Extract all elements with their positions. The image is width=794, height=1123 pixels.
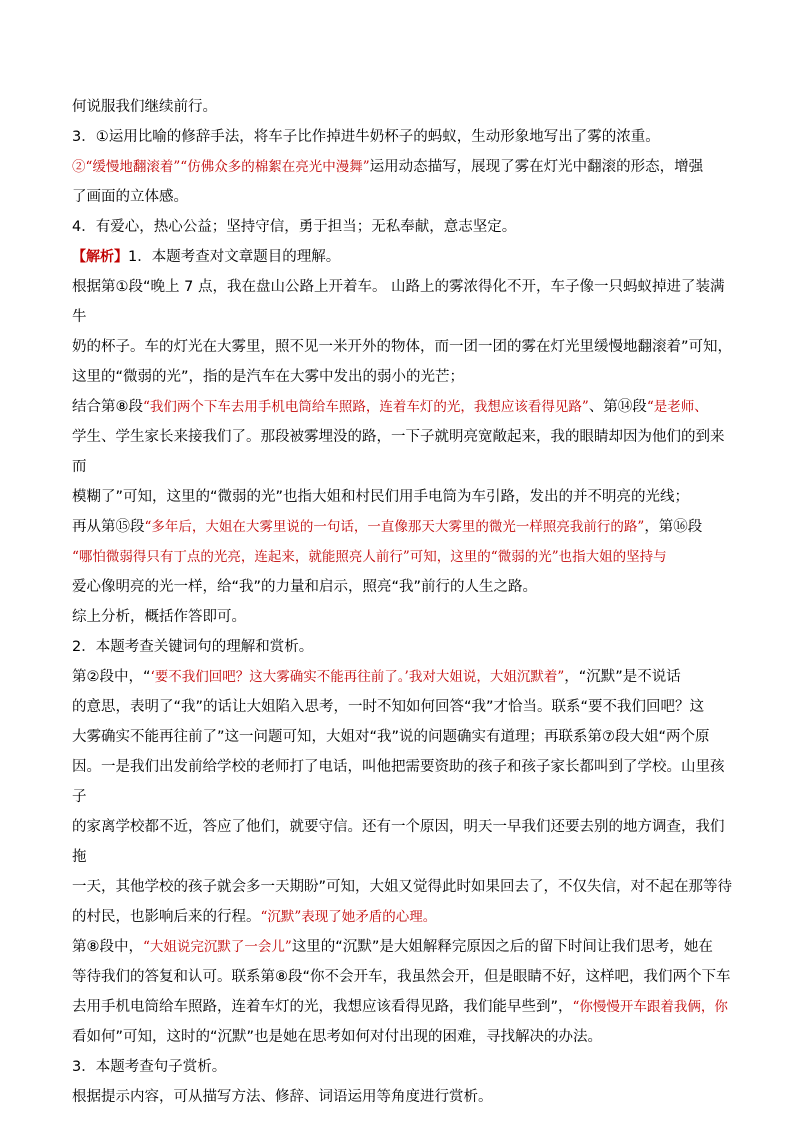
body-text: 2．本题考查关键词句的理解和赏析。 — [72, 639, 314, 655]
body-text: 3．①运用比喻的修辞手法，将车子比作掉进牛奶杯子的蚂蚁，生动形象地写出了雾的浓重。 — [72, 129, 660, 145]
text-line — [72, 632, 732, 662]
text-line — [72, 902, 732, 932]
section-label: 【解析】 — [72, 249, 128, 265]
body-text: 再从第⑮段 — [72, 519, 145, 535]
text-line — [72, 572, 732, 602]
body-text: 的意思，表明了“我”的话让大姐陷入思考，一时不知如何回答“我”才恰当。联系“要不我们回吧？这 — [72, 699, 705, 715]
body-text: 奶的杯子。车的灯光在大雾里，照不见一米开外的物体，而一团一团的雾在灯光里缓慢地翻滚着”可知， — [72, 339, 733, 355]
text-line — [72, 482, 732, 512]
text-line — [72, 662, 732, 692]
body-text: 第⑧段中， — [72, 939, 143, 955]
body-text: 4．有爱心，热心公益；坚持守信，勇于担当；无私奉献，意志坚定。 — [72, 219, 517, 235]
text-line — [72, 812, 732, 872]
text-line — [72, 332, 732, 362]
body-text: 结合第⑧段 — [72, 399, 143, 415]
text-line — [72, 182, 732, 212]
body-text: 的村民，也影响后来的行程。 — [72, 909, 261, 925]
quoted-text: “沉默”表现了她矛盾的心理。 — [260, 909, 437, 925]
body-text: 一天，其他学校的孩子就会多一天期盼”可知，大姐又觉得此时如果回去了，不仅失信，对不起在那等待 — [72, 879, 733, 895]
text-line — [72, 92, 732, 122]
body-text: 这里的“微弱的光”，指的是汽车在大雾中发出的弱小的光芒； — [72, 369, 465, 385]
text-line — [72, 692, 732, 722]
body-text: 等待我们的答复和认可。联系第⑧段“你不会开车，我虽然会开，但是眼睛不好，这样吧，我们两个下车 — [72, 969, 731, 985]
text-line — [72, 542, 732, 572]
body-text: 去用手机电筒给车照路，连着车灯的光，我想应该看得见路，我们能早些到”， — [72, 999, 573, 1015]
quoted-text: “我们两个下车去用手机电筒给车照路，连着车灯的光，我想应该看得见路” — [143, 399, 589, 415]
body-text: 模糊了”可知，这里的“微弱的光”也指大姐和村民们用手电筒为车引路，发出的并不明亮的光线； — [72, 489, 690, 505]
text-line — [72, 722, 732, 752]
text-line — [72, 602, 732, 632]
body-text: 学生、学生家长来接我们了。那段被雾埋没的路，一下子就明亮宽敞起来，我的眼睛却因为他们的到来而 — [72, 429, 725, 475]
body-text: 因。一是我们出发前给学校的老师打了电话，叫他把需要资助的孩子和孩子家长都叫到了学校。山里孩子 — [72, 759, 725, 805]
text-line — [72, 422, 732, 482]
text-line — [72, 752, 732, 812]
body-text: 第②段中，“ — [72, 669, 151, 685]
body-text: 根据第①段“晚上 7 点，我在盘山公路上开着车。 山路上的雾浓得化不开，车子像一只蚂蚁掉进了装满牛 — [72, 279, 725, 325]
text-line — [72, 512, 732, 542]
text-line — [72, 362, 732, 392]
quoted-text: “多年后，大姐在大雾里说的一句话，一直像那天大雾里的微光一样照亮我前行的路” — [144, 519, 645, 535]
quoted-text: ‘要不我们回吧？这大雾确实不能再往前了。’我对大姐说，大姐沉默着” — [150, 669, 565, 685]
text-line — [72, 272, 732, 332]
body-text: 了画面的立体感。 — [72, 189, 188, 205]
body-text: ，“沉默”是不说话 — [564, 669, 681, 685]
quoted-text: “大姐说完沉默了一会儿” — [143, 939, 292, 955]
quoted-text: “你慢慢开车跟着我俩，你 — [572, 999, 728, 1015]
body-text: ，第⑯段 — [644, 519, 703, 535]
body-text: 何说服我们继续前行。 — [72, 99, 217, 115]
text-line — [72, 932, 732, 962]
text-line — [72, 1022, 732, 1052]
body-text: 1．本题考查对文章题目的理解。 — [128, 249, 341, 265]
body-text: 的家离学校都不近，答应了他们，就要守信。还有一个原因，明天一早我们还要去别的地方调查，我们拖 — [72, 819, 725, 865]
text-line — [72, 872, 732, 902]
text-line — [72, 992, 732, 1022]
body-text: 运用动态描写，展现了雾在灯光中翻滚的形态，增强 — [369, 159, 704, 175]
body-text: 综上分析，概括作答即可。 — [72, 609, 246, 625]
text-line — [72, 392, 732, 422]
quoted-text: “哪怕微弱得只有丁点的光亮，连起来，就能照亮人前行”可知，这里的“微弱的光”也指大姐的坚持与 — [72, 549, 667, 565]
body-text: 、第⑭段 — [588, 399, 647, 415]
text-line — [72, 1052, 732, 1082]
text-line — [72, 1082, 732, 1112]
body-text: 爱心像明亮的光一样，给“我”的力量和启示，照亮“我”前行的人生之路。 — [72, 579, 538, 595]
body-text: 根据提示内容，可从描写方法、修辞、词语运用等角度进行赏析。 — [72, 1089, 493, 1105]
document-body — [72, 92, 732, 1112]
text-line — [72, 122, 732, 152]
body-text: 看如何”可知，这时的“沉默”也是她在思考如何对付出现的困难，寻找解决的办法。 — [72, 1029, 603, 1045]
quoted-text: “是老师、 — [646, 399, 708, 415]
body-text: 大雾确实不能再往前了”这一问题可知，大姐对“我”说的问题确实有道理；再联系第⑦段大姐“两个原 — [72, 729, 710, 745]
body-text: 这里的“沉默”是大姐解释完原因之后的留下时间让我们思考，她在 — [291, 939, 713, 955]
body-text: 3．本题考查句子赏析。 — [72, 1059, 227, 1075]
text-line — [72, 962, 732, 992]
text-line — [72, 242, 732, 272]
text-line — [72, 212, 732, 242]
text-line — [72, 152, 732, 182]
quoted-text: ②“缓慢地翻滚着”“仿佛众多的棉絮在亮光中漫舞” — [72, 159, 370, 175]
